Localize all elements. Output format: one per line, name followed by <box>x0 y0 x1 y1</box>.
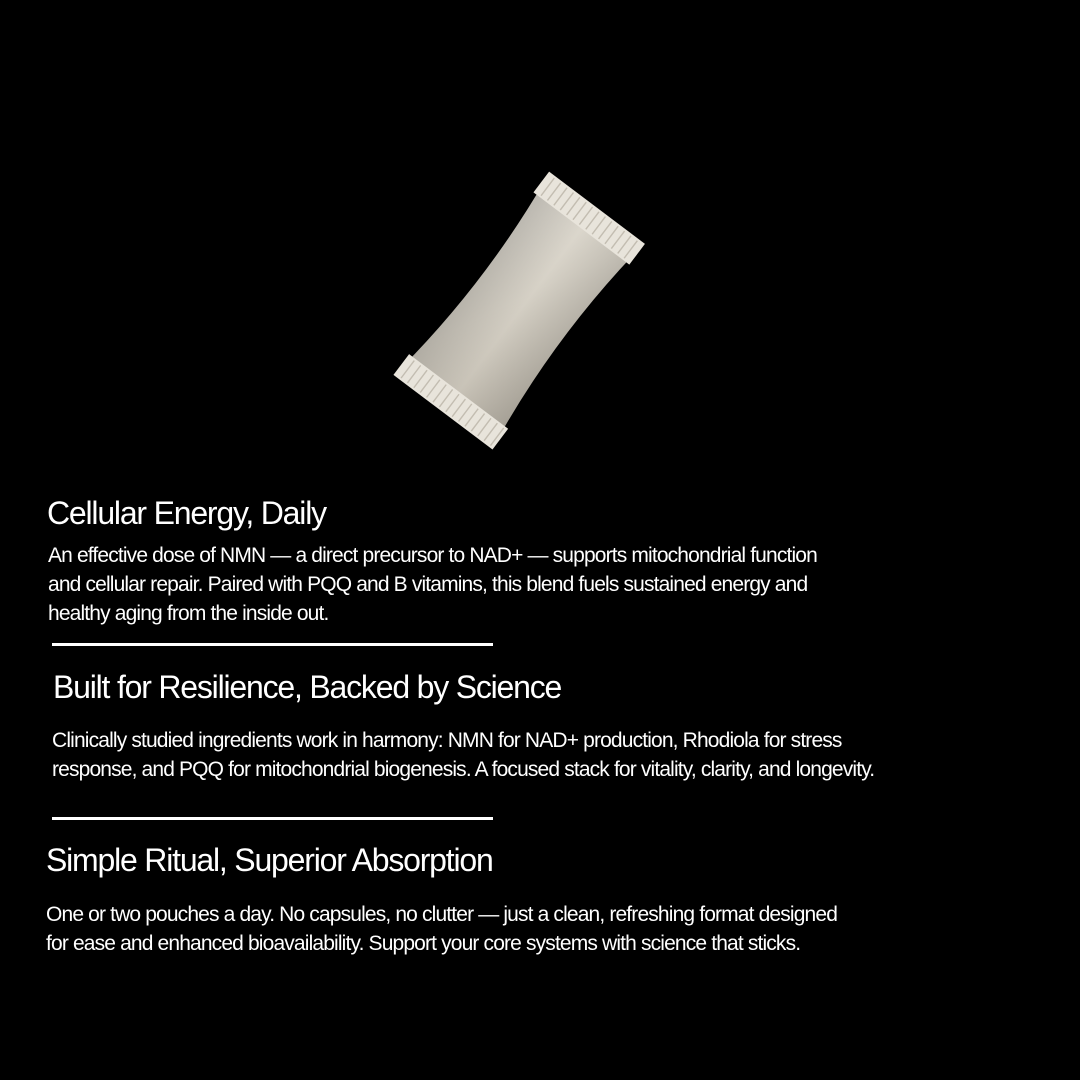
body-line: An effective dose of NMN — a direct precursor to NAD+ — supports mitochondrial function <box>48 544 817 567</box>
body-line: for ease and enhanced bioavailability. Support your core systems with science that sticks. <box>46 932 801 955</box>
section-heading-cellular-energy: Cellular Energy, Daily <box>47 495 326 531</box>
body-line: Clinically studied ingredients work in harmony: NMN for NAD+ production, Rhodiola for stress <box>52 729 842 752</box>
section-body-cellular-energy <box>48 541 1048 628</box>
body-line: healthy aging from the inside out. <box>48 602 329 625</box>
section-divider <box>52 817 493 820</box>
body-line: response, and PQQ for mitochondrial biogenesis. A focused stack for vitality, clarity, and longevity. <box>52 758 875 781</box>
body-line: One or two pouches a day. No capsules, no clutter — just a clean, refreshing format designed <box>46 903 838 926</box>
section-heading-resilience: Built for Resilience, Backed by Science <box>53 669 562 705</box>
section-heading-simple-ritual: Simple Ritual, Superior Absorption <box>46 842 493 878</box>
body-line: and cellular repair. Paired with PQQ and B vitamins, this blend fuels sustained energy and <box>48 573 808 596</box>
section-body-resilience <box>52 726 1062 784</box>
pouch-sachet-icon <box>390 165 650 465</box>
section-body-simple-ritual <box>46 900 1046 958</box>
section-divider <box>52 643 493 646</box>
